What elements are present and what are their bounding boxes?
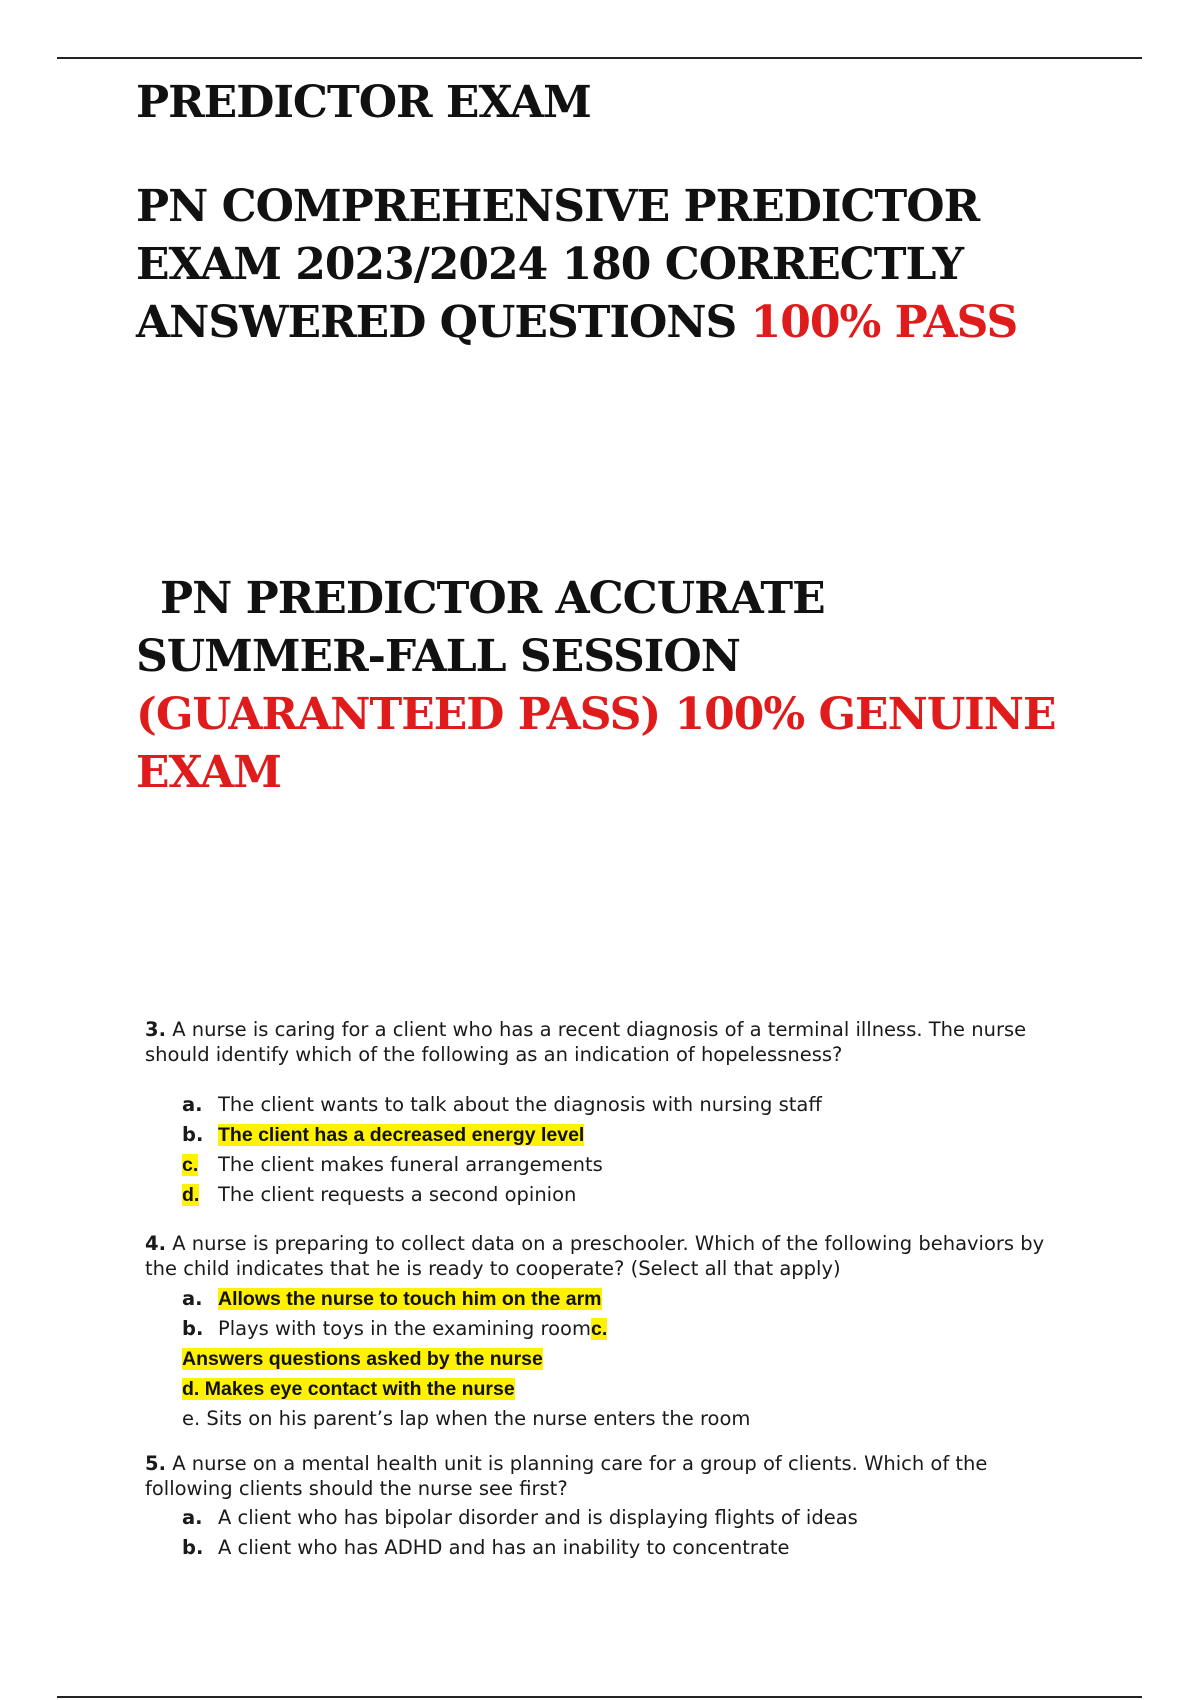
- option-c-correct[interactable]: [182, 1344, 750, 1374]
- highlighted-answer: d. Makes eye contact with the nurse: [182, 1378, 515, 1400]
- question-text: A nurse is caring for a client who has a recent diagnosis of a terminal illness. The nurse should identify which of the following as an indication of hopelessness?: [145, 1018, 1027, 1066]
- option-d[interactable]: [182, 1180, 822, 1210]
- option-b[interactable]: [182, 1533, 858, 1563]
- option-c[interactable]: [182, 1150, 822, 1180]
- option-letter: b.: [182, 1536, 204, 1559]
- option-text: e. Sits on his parent’s lap when the nurse enters the room: [182, 1407, 751, 1430]
- highlighted-answer: Allows the nurse to touch him on the arm: [218, 1288, 602, 1310]
- option-letter: a.: [182, 1093, 203, 1116]
- top-rule: [57, 57, 1142, 59]
- option-a-correct[interactable]: [182, 1284, 750, 1314]
- question-text: A nurse is preparing to collect data on a preschooler. Which of the following behaviors by the child indicates that he is ready to cooperate? (Select all that apply): [145, 1232, 1045, 1280]
- option-d-correct[interactable]: [182, 1374, 750, 1404]
- option-letter: d.: [182, 1184, 200, 1206]
- option-b[interactable]: [182, 1314, 750, 1344]
- option-a[interactable]: [182, 1503, 858, 1533]
- session-line-2: SUMMER-FALL SESSION: [136, 631, 740, 682]
- question-number: 5.: [145, 1452, 166, 1475]
- option-e[interactable]: [182, 1404, 750, 1434]
- question-5: [145, 1451, 1075, 1501]
- subtitle-line-3: ANSWERED QUESTIONS: [136, 297, 737, 348]
- highlighted-answer: Answers questions asked by the nurse: [182, 1348, 543, 1370]
- question-4: [145, 1231, 1075, 1281]
- option-letter: b.: [182, 1123, 204, 1146]
- highlighted-answer: The client has a decreased energy level: [218, 1124, 585, 1146]
- option-text: The client requests a second opinion: [218, 1183, 577, 1206]
- option-letter: b.: [182, 1317, 204, 1340]
- subtitle-line-2: EXAM 2023/2024 180 CORRECTLY: [136, 239, 964, 290]
- guarantee-line-2: EXAM: [136, 747, 281, 798]
- session-heading: [136, 570, 1056, 802]
- option-text: Plays with toys in the examining room: [218, 1317, 591, 1340]
- question-3-options: [182, 1090, 822, 1210]
- exam-subtitle: [136, 178, 1017, 352]
- question-5-options: [182, 1503, 858, 1563]
- session-line-1: PN PREDICTOR ACCURATE: [160, 573, 825, 624]
- guarantee-line-1: (GUARANTEED PASS) 100% GENUINE: [136, 689, 1056, 740]
- option-letter: c.: [182, 1154, 199, 1176]
- subtitle-line-1: PN COMPREHENSIVE PREDICTOR: [136, 181, 980, 232]
- question-number: 3.: [145, 1018, 166, 1041]
- document-title: PREDICTOR EXAM: [136, 77, 591, 128]
- option-text: A client who has ADHD and has an inability to concentrate: [218, 1536, 790, 1559]
- question-text: A nurse on a mental health unit is planning care for a group of clients. Which of the following clients should the nurse see first?: [145, 1452, 988, 1500]
- option-text: A client who has bipolar disorder and is displaying flights of ideas: [218, 1506, 858, 1529]
- option-b-correct[interactable]: [182, 1120, 822, 1150]
- option-letter: a.: [182, 1506, 203, 1529]
- pass-badge-text: 100% PASS: [750, 297, 1018, 348]
- option-text: The client makes funeral arrangements: [218, 1153, 603, 1176]
- question-number: 4.: [145, 1232, 166, 1255]
- bottom-rule: [57, 1696, 1142, 1698]
- option-c-letter: c.: [590, 1318, 608, 1340]
- question-3: [145, 1017, 1075, 1067]
- option-letter: a.: [182, 1287, 203, 1310]
- question-4-options: [182, 1284, 750, 1434]
- option-a[interactable]: [182, 1090, 822, 1120]
- option-text: The client wants to talk about the diagnosis with nursing staff: [218, 1093, 822, 1116]
